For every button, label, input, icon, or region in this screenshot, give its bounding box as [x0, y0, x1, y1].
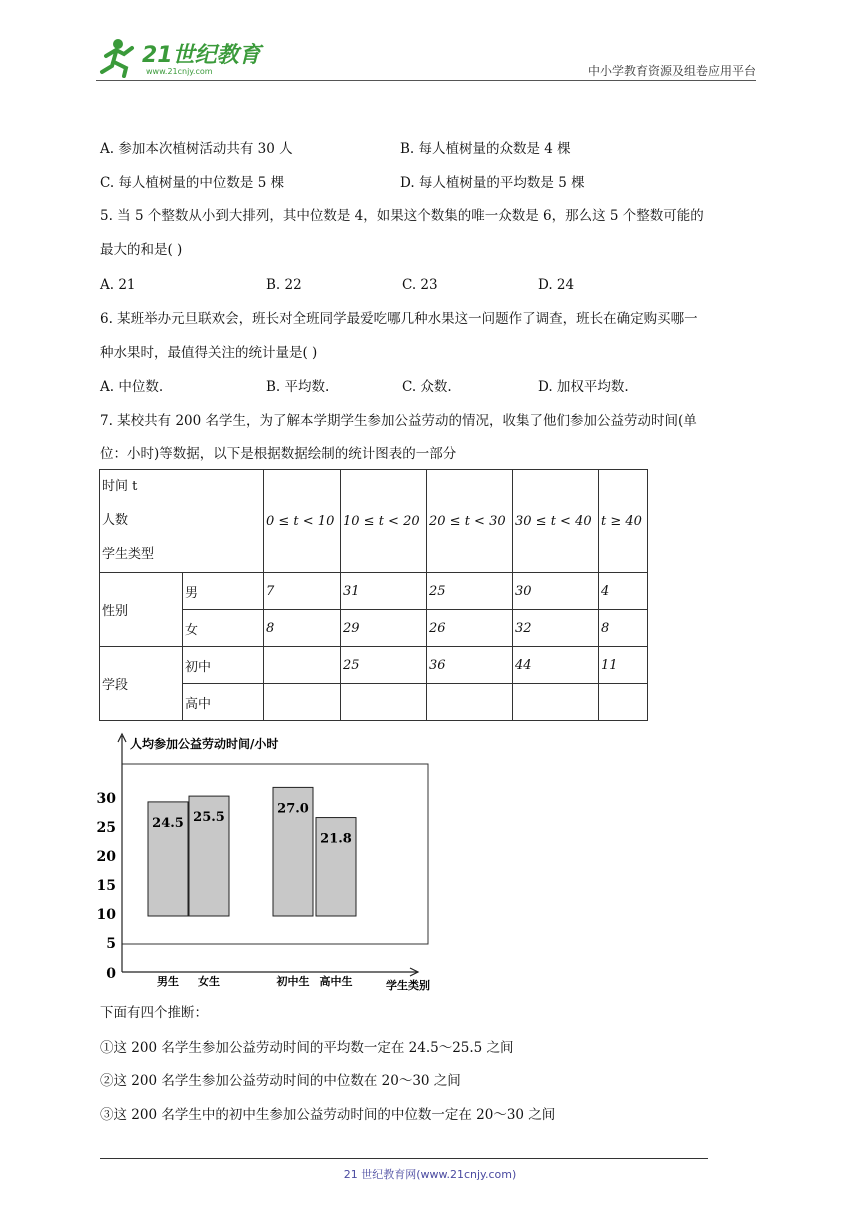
- group-label-stage: 学段: [100, 647, 183, 721]
- logo-text: 21世纪教育: [142, 43, 261, 68]
- data-label: 24.5: [152, 815, 184, 831]
- table-cell: 4: [599, 573, 648, 610]
- labor-time-table: [99, 469, 648, 721]
- table-cell: 44: [513, 647, 599, 684]
- q4-option-c: C. 每人植树量的中位数是 5 棵: [100, 175, 285, 191]
- table-cell: 32: [513, 610, 599, 647]
- x-tick-label: 高中生: [319, 975, 353, 988]
- header-platform-name: 中小学教育资源及组卷应用平台: [587, 64, 756, 78]
- table-cell: [341, 684, 427, 721]
- q5-stem-line2: 最大的和是( ): [100, 242, 183, 258]
- footer-text: 21 世纪教育网(www.21cnjy.com): [343, 1168, 517, 1181]
- row-label: 高中: [183, 684, 264, 721]
- q6-stem-line1: 6. 某班举办元旦联欢会，班长对全班同学最爱吃哪几种水果这一问题作了调查，班长在确定购买哪一: [100, 311, 698, 327]
- data-label: 21.8: [320, 831, 352, 847]
- footer-divider: [100, 1158, 708, 1159]
- header-divider: [96, 80, 756, 81]
- col-header: 20 ≤ t < 30: [427, 470, 513, 573]
- table-cell: 8: [264, 610, 341, 647]
- table-row: [100, 610, 648, 647]
- inferences-intro: 下面有四个推断：: [100, 1005, 208, 1021]
- q4-option-b: B. 每人植树量的众数是 4 棵: [400, 141, 571, 157]
- x-tick-label: 男生: [157, 975, 179, 988]
- x-tick-label: 女生: [198, 975, 220, 988]
- group-label-gender: 性别: [100, 573, 183, 647]
- q4-option-d: D. 每人植树量的平均数是 5 棵: [400, 175, 585, 191]
- row-label: 初中: [183, 647, 264, 684]
- inference-3: ③这 200 名学生中的初中生参加公益劳动时间的中位数一定在 20～30 之间: [100, 1107, 556, 1123]
- q6-option-d: D. 加权平均数.: [538, 379, 629, 395]
- table-cell: [599, 684, 648, 721]
- q6-option-c: C. 众数.: [402, 379, 452, 395]
- table-cell: 26: [427, 610, 513, 647]
- y-tick-label: 15: [96, 878, 116, 894]
- col-header: 10 ≤ t < 20: [341, 470, 427, 573]
- q4-option-a: A. 参加本次植树活动共有 30 人: [100, 141, 293, 157]
- table-row: [100, 647, 648, 684]
- chart-title: 人均参加公益劳动时间/小时: [130, 737, 279, 751]
- site-logo: [96, 36, 276, 80]
- table-cell: 7: [264, 573, 341, 610]
- col-header: t ≥ 40: [599, 470, 648, 573]
- q5-option-c: C. 23: [402, 277, 438, 293]
- corner-type-label: 学生类型: [102, 547, 155, 562]
- table-cell: 25: [427, 573, 513, 610]
- y-tick-label: 5: [106, 936, 116, 952]
- table-cell: [513, 684, 599, 721]
- row-label: 男: [183, 573, 264, 610]
- y-tick-label: 20: [96, 849, 116, 865]
- table-cell: 30: [513, 573, 599, 610]
- table-cell: 8: [599, 610, 648, 647]
- col-header: 0 ≤ t < 10: [264, 470, 341, 573]
- q5-option-b: B. 22: [266, 277, 302, 293]
- table-cell: 25: [341, 647, 427, 684]
- table-cell: [264, 647, 341, 684]
- data-label: 25.5: [193, 810, 225, 826]
- q7-stem-line1: 7. 某校共有 200 名学生，为了解本学期学生参加公益劳动的情况，收集了他们参加公益劳动时间(单: [100, 413, 697, 429]
- q6-option-a: A. 中位数.: [100, 379, 164, 395]
- table-cell: 31: [341, 573, 427, 610]
- y-tick-label: 25: [96, 820, 116, 836]
- table-cell: [427, 684, 513, 721]
- corner-count-label: 人数: [102, 513, 129, 528]
- y-tick-label: 10: [96, 907, 116, 923]
- data-label: 27.0: [277, 801, 309, 817]
- q6-option-b: B. 平均数.: [266, 379, 330, 395]
- q5-option-a: A. 21: [100, 277, 136, 293]
- corner-time-label: 时间 t: [102, 479, 138, 494]
- table-cell: 29: [341, 610, 427, 647]
- runner-logo-icon: [96, 36, 276, 80]
- table-corner-header: [100, 470, 264, 573]
- table-row: [100, 684, 648, 721]
- q5-option-d: D. 24: [538, 277, 575, 293]
- q6-stem-line2: 种水果时，最值得关注的统计量是( ): [100, 345, 318, 361]
- logo-url: www.21cnjy.com: [146, 67, 213, 76]
- table-row: [100, 573, 648, 610]
- inference-1: ①这 200 名学生参加公益劳动时间的平均数一定在 24.5～25.5 之间: [100, 1040, 514, 1056]
- col-header: 30 ≤ t < 40: [513, 470, 599, 573]
- inference-2: ②这 200 名学生参加公益劳动时间的中位数在 20～30 之间: [100, 1073, 461, 1089]
- y-tick-label: 30: [96, 791, 116, 807]
- table-cell: [264, 684, 341, 721]
- table-cell: 36: [427, 647, 513, 684]
- q7-stem-line2: 位：小时)等数据，以下是根据数据绘制的统计图表的一部分: [100, 446, 457, 462]
- table-cell: 11: [599, 647, 648, 684]
- row-label: 女: [183, 610, 264, 647]
- y-tick-label: 0: [106, 966, 116, 982]
- q5-stem-line1: 5. 当 5 个整数从小到大排列，其中位数是 4，如果这个数集的唯一众数是 6，那么这 5 个整数可能的: [100, 208, 704, 224]
- x-axis-label: 学生类别: [386, 979, 430, 992]
- bar-chart: [96, 728, 440, 994]
- x-tick-label: 初中生: [276, 975, 310, 988]
